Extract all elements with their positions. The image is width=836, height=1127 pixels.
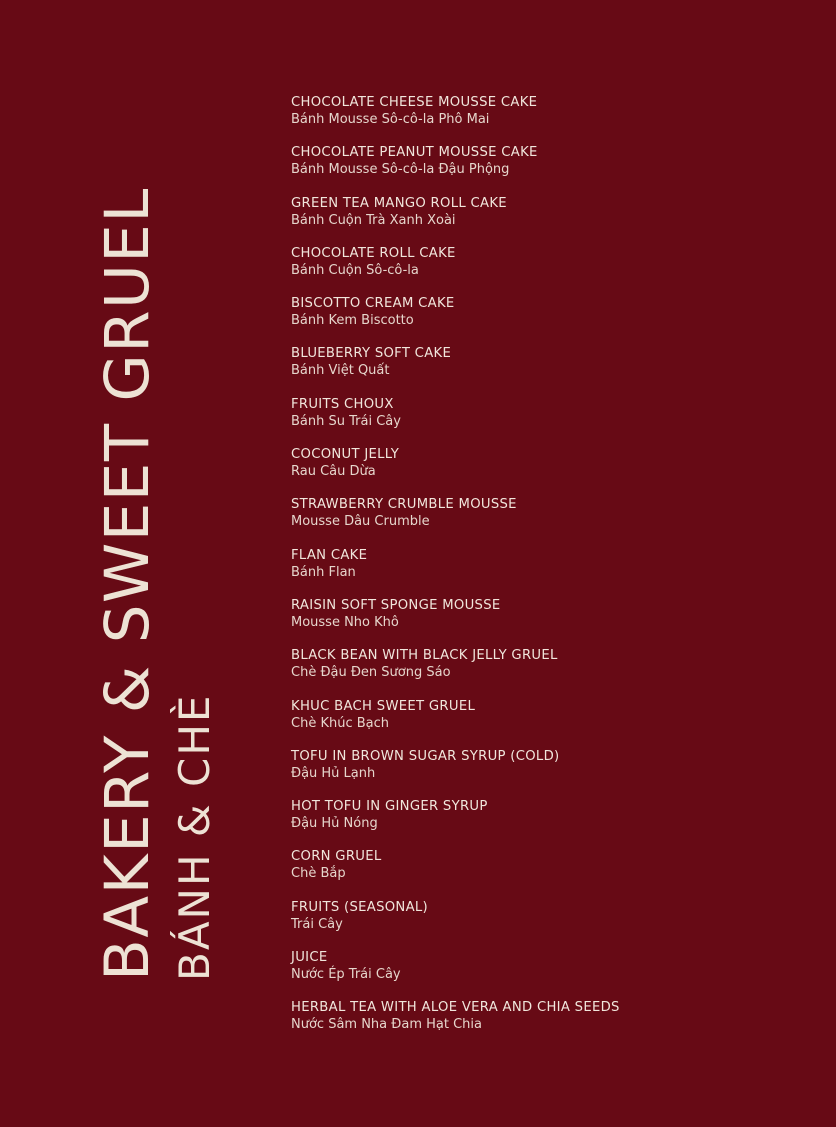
item-name: HERBAL TEA WITH ALOE VERA AND CHIA SEEDS	[291, 1000, 620, 1016]
item-vietnamese-name: Đậu Hủ Nóng	[291, 816, 378, 832]
menu-item	[291, 345, 811, 395]
menu-item	[291, 245, 811, 295]
menu-item	[291, 94, 811, 144]
menu-item	[291, 748, 811, 798]
item-vietnamese-name: Rau Câu Dừa	[291, 464, 376, 480]
menu-item	[291, 798, 811, 848]
menu-item	[291, 848, 811, 898]
item-name: JUICE	[291, 950, 328, 966]
item-name: CORN GRUEL	[291, 849, 382, 865]
item-vietnamese-name: Bánh Cuộn Trà Xanh Xoài	[291, 212, 456, 228]
menu-item	[291, 195, 811, 245]
menu-list	[291, 94, 811, 1050]
section-title: BAKERY & SWEET GRUEL	[92, 187, 163, 981]
item-vietnamese-name: Bánh Mousse Sô-cô-la Phô Mai	[291, 112, 490, 127]
item-vietnamese-name: Trái Cây	[291, 916, 343, 932]
item-name: STRAWBERRY CRUMBLE MOUSSE	[291, 497, 517, 513]
item-vietnamese-name: Nước Sâm Nha Đam Hạt Chia	[291, 1017, 482, 1033]
item-vietnamese-name: Mousse Dâu Crumble	[291, 514, 430, 530]
item-vietnamese-name: Bánh Kem Biscotto	[291, 313, 414, 329]
item-vietnamese-name: Mousse Nho Khô	[291, 614, 399, 630]
item-name: CHOCOLATE CHEESE MOUSSE CAKE	[291, 95, 538, 110]
item-name: COCONUT JELLY	[291, 447, 400, 463]
menu-item	[291, 144, 811, 194]
item-name: GREEN TEA MANGO ROLL CAKE	[291, 195, 507, 211]
item-name: FLAN CAKE	[291, 547, 368, 563]
item-vietnamese-name: Chè Bắp	[291, 866, 346, 882]
section-subtitle: BÁNH & CHÈ	[170, 693, 219, 981]
item-name: FRUITS CHOUX	[291, 396, 394, 412]
item-name: BISCOTTO CREAM CAKE	[291, 296, 455, 312]
item-name: RAISIN SOFT SPONGE MOUSSE	[291, 597, 501, 613]
item-name: CHOCOLATE PEANUT MOUSSE CAKE	[291, 145, 538, 161]
menu-item	[291, 295, 811, 345]
item-vietnamese-name: Chè Khúc Bạch	[291, 715, 390, 731]
item-name: BLACK BEAN WITH BLACK JELLY GRUEL	[291, 648, 558, 664]
menu-item	[291, 999, 811, 1049]
menu-item	[291, 597, 811, 647]
menu-item	[291, 949, 811, 999]
menu-item	[291, 698, 811, 748]
item-name: TOFU IN BROWN SUGAR SYRUP (COLD)	[291, 748, 560, 764]
item-name: KHUC BACH SWEET GRUEL	[291, 698, 476, 714]
item-vietnamese-name: Bánh Việt Quất	[291, 363, 390, 379]
item-vietnamese-name: Bánh Mousse Sô-cô-la Đậu Phộng	[291, 162, 510, 178]
menu-item	[291, 647, 811, 697]
item-vietnamese-name: Bánh Cuộn Sô-cô-la	[291, 262, 419, 278]
item-name: FRUITS (SEASONAL)	[291, 899, 429, 915]
item-vietnamese-name: Nước Ép Trái Cây	[291, 967, 401, 983]
item-vietnamese-name: Chè Đậu Đen Sương Sáo	[291, 665, 451, 681]
item-vietnamese-name: Đậu Hủ Lạnh	[291, 765, 376, 781]
item-vietnamese-name: Bánh Flan	[291, 564, 356, 580]
item-vietnamese-name: Bánh Su Trái Cây	[291, 413, 401, 429]
menu-item	[291, 496, 811, 546]
item-name: HOT TOFU IN GINGER SYRUP	[291, 799, 488, 815]
menu-item	[291, 446, 811, 496]
menu-item	[291, 547, 811, 597]
item-name: BLUEBERRY SOFT CAKE	[291, 346, 452, 362]
menu-item	[291, 396, 811, 446]
item-name: CHOCOLATE ROLL CAKE	[291, 245, 456, 261]
menu-item	[291, 899, 811, 949]
